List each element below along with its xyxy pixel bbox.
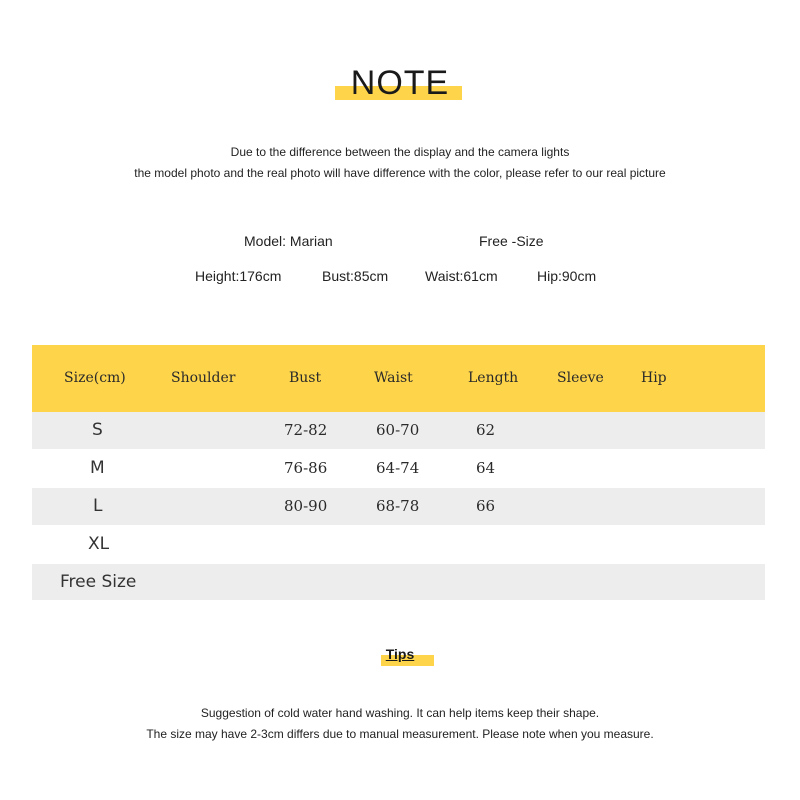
row-length: 62 — [476, 421, 496, 439]
disclaimer-line-2: the model photo and the real photo will have difference with the color, please refer to our real picture — [134, 166, 666, 180]
header-length: Length — [468, 370, 519, 386]
row-length: 64 — [476, 459, 496, 477]
tips-title: Tips — [385, 646, 415, 662]
header-waist: Waist — [374, 370, 413, 386]
row-bust: 76-86 — [284, 459, 328, 477]
header-shoulder: Shoulder — [171, 370, 236, 386]
note-title: NOTE — [350, 64, 450, 102]
model-size: Free -Size — [479, 233, 544, 249]
model-bust: Bust:85cm — [322, 268, 389, 284]
model-waist: Waist:61cm — [425, 268, 498, 284]
row-size: M — [90, 458, 105, 478]
row-bust: 72-82 — [284, 421, 328, 439]
row-size: XL — [88, 534, 110, 554]
row-waist: 60-70 — [376, 421, 420, 439]
table-row — [32, 412, 765, 450]
table-row — [32, 564, 765, 601]
tip-line-1: Suggestion of cold water hand washing. It can help items keep their shape. — [200, 706, 600, 720]
table-row — [32, 488, 765, 526]
row-size: L — [93, 496, 103, 516]
table-row — [32, 526, 765, 564]
size-table-header — [32, 345, 765, 412]
row-bust: 80-90 — [284, 497, 328, 515]
row-size: Free Size — [60, 572, 137, 592]
disclaimer-line-1: Due to the difference between the display and the camera lights — [230, 145, 570, 159]
model-height: Height:176cm — [195, 268, 282, 284]
row-waist: 68-78 — [376, 497, 420, 515]
size-table — [32, 345, 765, 601]
tip-line-2: The size may have 2-3cm differs due to manual measurement. Please note when you measure. — [146, 727, 654, 741]
header-sleeve: Sleeve — [557, 370, 604, 386]
model-name: Model: Marian — [244, 233, 333, 249]
header-hip: Hip — [641, 370, 667, 386]
row-size: S — [92, 420, 103, 440]
model-hip: Hip:90cm — [537, 268, 597, 284]
row-waist: 64-74 — [376, 459, 420, 477]
row-length: 66 — [476, 497, 496, 515]
header-bust: Bust — [289, 370, 322, 386]
table-row — [32, 450, 765, 488]
header-size: Size(cm) — [64, 370, 126, 386]
